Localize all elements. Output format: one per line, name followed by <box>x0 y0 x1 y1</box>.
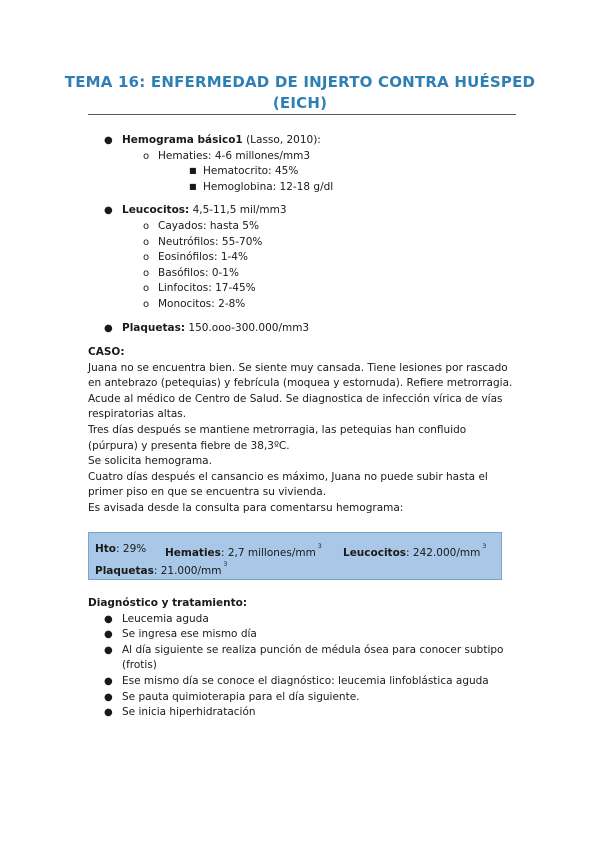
hematocrito-range: Hematocrito: 45% <box>203 165 299 178</box>
leucocito-subtype: Cayados: hasta 5% <box>158 219 259 232</box>
list-item-plaquetas <box>88 321 518 337</box>
case-paragraph: Cuatro días después el cansancio es máximo, Juana no puede subir hasta el primer piso en que se encuentra su vivienda. <box>88 470 488 499</box>
case-paragraph: Es avisada desde la consulta para comentarsu hemograma: <box>88 501 404 514</box>
list-item-linfocitos <box>88 281 518 297</box>
circle-bullet-icon: o <box>143 220 150 232</box>
circle-bullet-icon: o <box>143 298 150 310</box>
hematies-result: Hematies: 2,7 millones/$mm^3$ <box>165 543 322 559</box>
hemoglobina-range: Hemoglobina: 12-18 g/dl <box>203 180 334 193</box>
list-item-hemoglobina <box>88 180 518 196</box>
plaquetas-label: Plaquetas: <box>122 321 186 334</box>
circle-bullet-icon: o <box>143 252 150 264</box>
leucocito-subtype: Eosinófilos: 1-4% <box>158 251 248 264</box>
square-bullet-icon: ■ <box>189 181 197 191</box>
square-bullet-icon: ■ <box>189 166 197 176</box>
reference-values <box>88 133 518 336</box>
diagnosis-item: ● Se pauta quimioterapia para el día siguiente. <box>88 690 518 706</box>
diagnosis-item: ● Leucemia aguda <box>88 612 518 628</box>
case-heading: CASO: <box>88 346 125 358</box>
bullet-icon: ● <box>104 707 113 719</box>
leucocito-subtype: Monocitos: 2-8% <box>158 297 246 310</box>
case-paragraph: Acude al médico de Centro de Salud. Se diagnostica de infección vírica de vías respiratorias altas. <box>88 392 503 421</box>
diagnosis-item: ● Al día siguiente se realiza punción de médula ósea para conocer subtipo (frotis) <box>104 643 504 672</box>
bullet-icon: ● <box>104 135 113 146</box>
page-title: TEMA 16: ENFERMEDAD DE INJERTO CONTRA HUÉSPED (EICH) <box>64 73 536 112</box>
leucocito-subtype: Linfocitos: 17-45% <box>158 282 256 295</box>
plaquetas-range: 150.ooo-300.000/mm3 <box>185 321 310 334</box>
case-paragraph: Se solicita hemograma. <box>88 455 212 468</box>
circle-bullet-icon: o <box>143 267 150 279</box>
case-section <box>88 345 518 517</box>
results-box <box>88 532 502 580</box>
leucocitos-result: Leucocitos: $242.000/mm^3$ <box>343 543 487 559</box>
list-item-basofilos <box>88 266 518 282</box>
leucocito-subtype: Neutrófilos: 55-70% <box>158 235 263 248</box>
title-underline <box>88 114 516 115</box>
plaquetas-result: Plaquetas: $21.000/mm^3$ <box>95 561 228 577</box>
list-item-leucocitos <box>88 203 518 219</box>
list-item-cayados <box>88 219 518 235</box>
bullet-icon: ● <box>104 691 113 703</box>
leucocito-subtype: Basófilos: 0-1% <box>158 266 239 279</box>
bullet-icon: ● <box>104 205 113 217</box>
diagnosis-item: ● Se inicia hiperhidratación <box>88 705 518 721</box>
diagnosis-section <box>88 596 518 721</box>
list-item-hematies <box>88 149 518 165</box>
list-item-monocitos <box>88 297 518 313</box>
list-item-hematocrito <box>88 164 518 180</box>
diagnosis-item: ● Ese mismo día se conoce el diagnóstico: leucemia linfoblástica aguda <box>88 674 518 690</box>
circle-bullet-icon: o <box>143 283 150 295</box>
diagnosis-heading: Diagnóstico y tratamiento: <box>88 597 248 609</box>
diagnosis-item: ● Se ingresa ese mismo día <box>88 627 518 643</box>
circle-bullet-icon: o <box>143 150 150 162</box>
bullet-icon: ● <box>104 322 113 334</box>
list-item-hemograma <box>88 133 518 149</box>
case-paragraph: Juana no se encuentra bien. Se siente muy cansada. Tiene lesiones por rascado en antebrazo (petequias) y febrícula (moquea y estornuda). Refiere metrorragia. <box>88 361 513 390</box>
case-paragraph: Tres días después se mantiene metrorragia, las petequias han confluido (púrpura) y presenta fiebre de 38,3ºC. <box>88 423 467 452</box>
list-item-eosinofilos <box>88 250 518 266</box>
leucocitos-label: Leucocitos: <box>122 204 190 217</box>
bullet-icon: ● <box>104 629 113 641</box>
hemograma-ref: (Lasso, 2010): <box>242 134 321 146</box>
bullet-icon: ● <box>104 675 113 687</box>
circle-bullet-icon: o <box>143 236 150 248</box>
bullet-icon: ● <box>104 644 113 656</box>
bullet-icon: ● <box>104 613 113 625</box>
leucocitos-range: 4,5-11,5 mil/mm3 <box>189 204 287 217</box>
hemograma-label: Hemograma básico1 <box>122 134 243 146</box>
hematies-range: Hematies: 4-6 millones/mm3 <box>158 149 311 162</box>
list-item-neutrofilos <box>88 235 518 251</box>
hto-result: Hto: 29% <box>95 543 147 555</box>
